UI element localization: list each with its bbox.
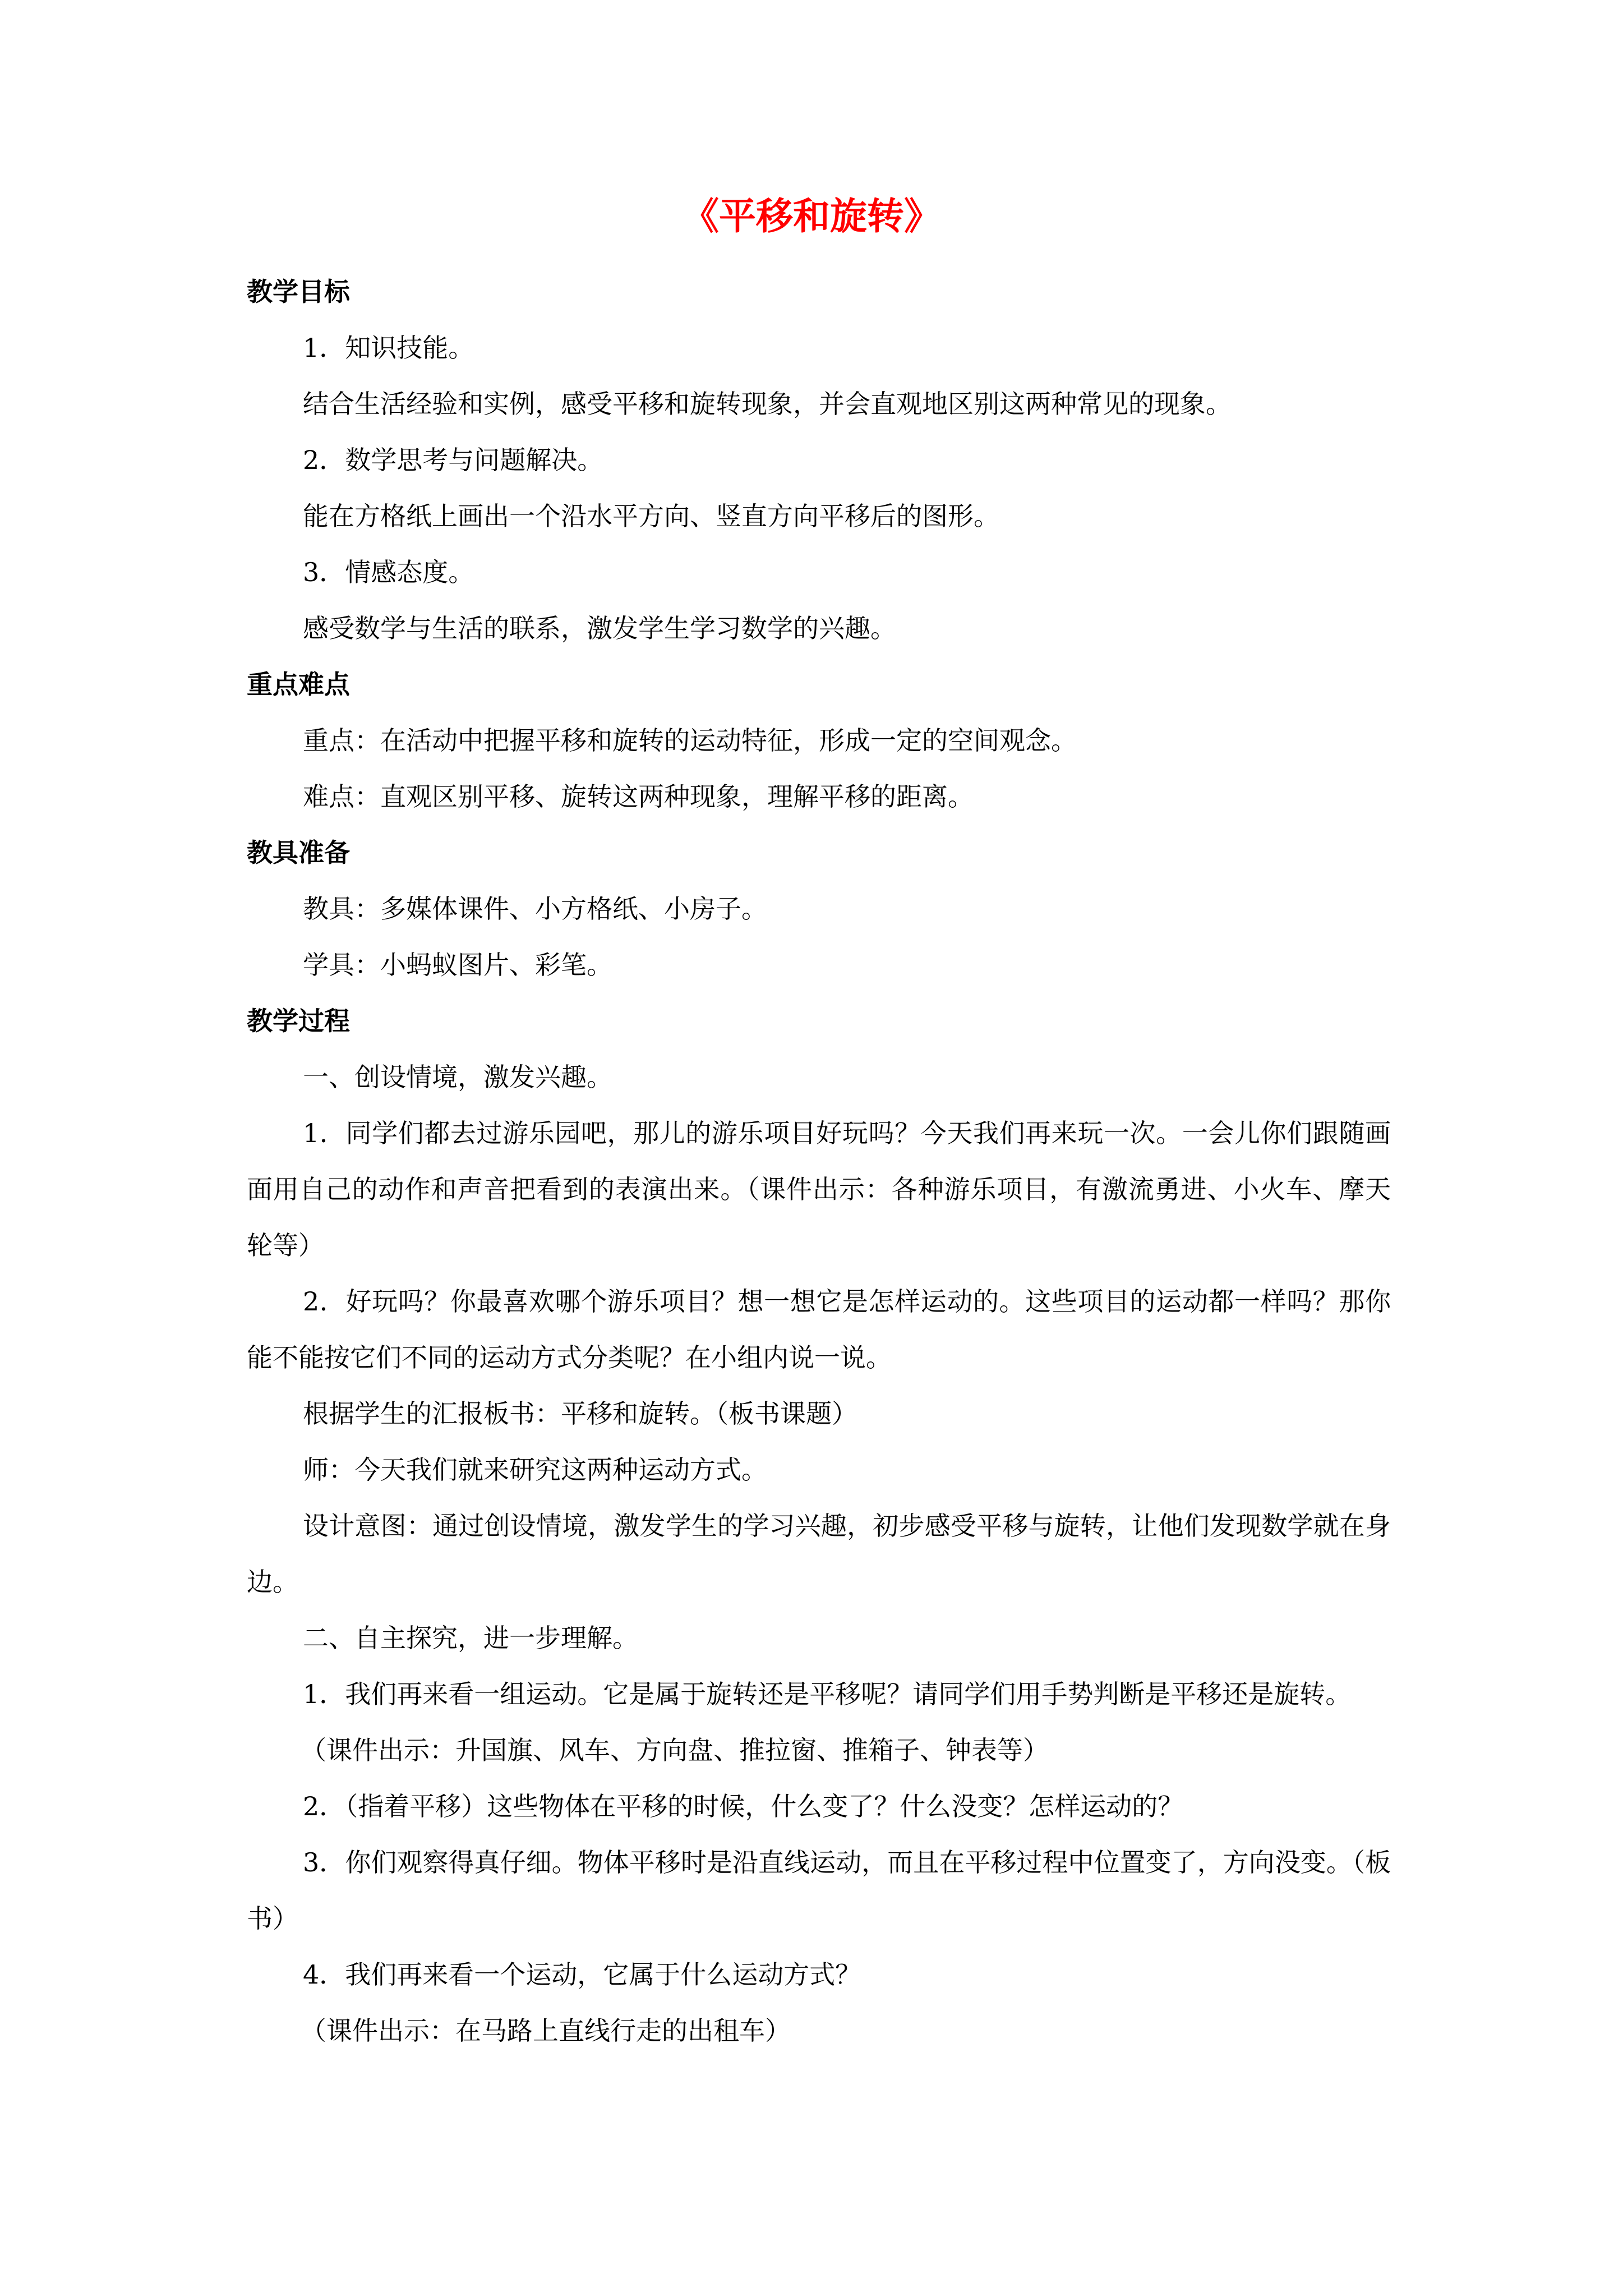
section-heading-process: 教学过程 [247,1006,350,1036]
paragraph: 3．情感态度。 [303,557,474,587]
paragraph: 1．我们再来看一组运动。它是属于旋转还是平移呢？请同学们用手势判断是平移还是旋转。 [303,1679,1352,1709]
paragraph: 师：今天我们就来研究这两种运动方式。 [303,1455,767,1485]
section-heading-materials: 教具准备 [247,838,350,868]
paragraph: 重点：在活动中把握平移和旋转的运动特征，形成一定的空间观念。 [303,725,1077,756]
paragraph: （课件出示：在马路上直线行走的出租车） [301,2016,791,2046]
document-title: 《平移和旋转》 [682,194,941,238]
paragraph: 二、自主探究，进一步理解。 [303,1623,638,1653]
paragraph: 结合生活经验和实例，感受平移和旋转现象，并会直观地区别这两种常见的现象。 [303,389,1232,419]
paragraph: 教具：多媒体课件、小方格纸、小房子。 [303,894,767,924]
paragraph: 2．好玩吗？你最喜欢哪个游乐项目？想一想它是怎样运动的。这些项目的运动都一样吗？那你能不能按它们不同的运动方式分类呢？在小组内说一说。 [247,1286,1391,1373]
paragraph: 2．（指着平移）这些物体在平移的时候，什么变了？什么没变？怎样运动的？ [303,1791,1184,1821]
section-heading-key-points: 重点难点 [247,669,350,700]
paragraph: 设计意图：通过创设情境，激发学生的学习兴趣，初步感受平移与旋转，让他们发现数学就在身边。 [247,1511,1391,1597]
paragraph: 一、创设情境，激发兴趣。 [303,1062,612,1092]
paragraph: 感受数学与生活的联系，激发学生学习数学的兴趣。 [303,613,896,643]
paragraph: 2．数学思考与问题解决。 [303,445,603,475]
paragraph: 4．我们再来看一个运动，它属于什么运动方式？ [303,1959,861,1990]
paragraph: （课件出示：升国旗、风车、方向盘、推拉窗、推箱子、钟表等） [301,1735,1049,1765]
paragraph: 学具：小蚂蚁图片、彩笔。 [303,950,612,980]
paragraph: 1．知识技能。 [303,333,474,363]
paragraph: 能在方格纸上画出一个沿水平方向、竖直方向平移后的图形。 [303,501,999,531]
paragraph: 根据学生的汇报板书：平移和旋转。（板书课题） [303,1398,857,1429]
paragraph: 1．同学们都去过游乐园吧，那儿的游乐项目好玩吗？今天我们再来玩一次。一会儿你们跟随画面用自己的动作和声音把看到的表演出来。（课件出示：各种游乐项目，有激流勇进、小火车、摩天轮等） [247,1118,1391,1260]
paragraph: 难点：直观区别平移、旋转这两种现象，理解平移的距离。 [303,781,974,812]
paragraph: 3．你们观察得真仔细。物体平移时是沿直线运动，而且在平移过程中位置变了，方向没变。（板书） [247,1847,1391,1934]
section-heading-objectives: 教学目标 [247,277,350,307]
document-body [247,264,1391,2059]
